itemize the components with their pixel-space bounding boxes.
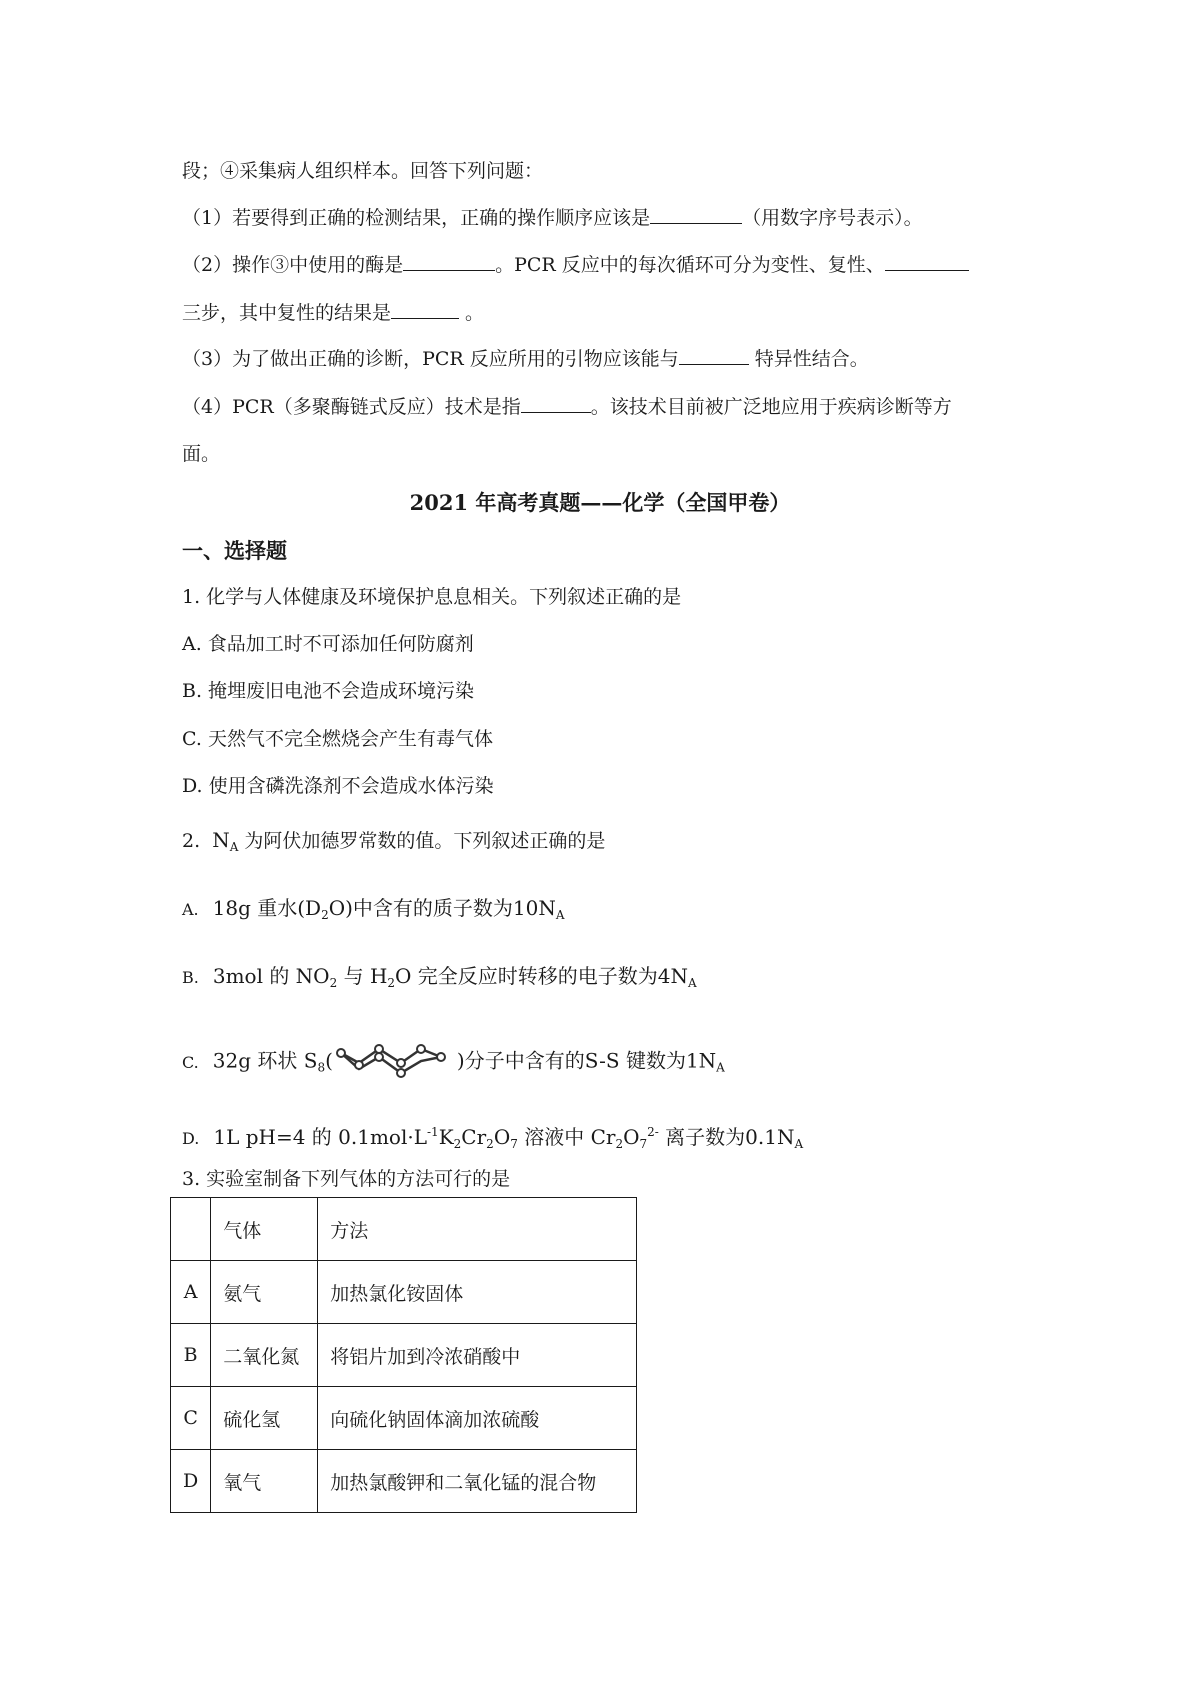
question-text: 。 <box>465 302 485 324</box>
table-cell: C <box>171 1387 211 1450</box>
option-text: O)中含有的质子数为10N <box>328 896 556 920</box>
option-text: 18g 重水(D <box>212 896 322 920</box>
table-cell: 加热氯化铵固体 <box>318 1261 637 1324</box>
option-text: ( <box>325 1048 333 1073</box>
formula-subscript: A <box>794 1137 804 1151</box>
question-text: 。PCR 反应中的每次循环可分为变性、复性、 <box>495 254 885 276</box>
question-text: （4）PCR（多聚酶链式反应）技术是指 <box>182 396 521 418</box>
formula-superscript: 2- <box>647 1125 659 1139</box>
option-text: )分子中含有的S-S 键数为1N <box>456 1048 717 1073</box>
formula-subscript: A <box>229 840 239 854</box>
question-text: （2）操作③中使用的酶是 <box>182 254 404 276</box>
exam-title: 2021 年高考真题——化学（全国甲卷） <box>409 490 791 515</box>
option-label: B. <box>182 968 199 987</box>
answer-blank <box>521 392 591 413</box>
question-text: （1）若要得到正确的检测结果，正确的操作顺序应该是 <box>182 207 651 229</box>
option-b: B. 掩埋废旧电池不会造成环境污染 <box>182 680 475 702</box>
table-row <box>171 1261 637 1324</box>
s8-ring-structure-icon <box>335 1039 455 1085</box>
formula-subscript: 2 <box>453 1137 462 1151</box>
question-number: 2. <box>182 830 201 852</box>
option-a <box>182 894 565 929</box>
question-stem: 3. 实验室制备下列气体的方法可行的是 <box>182 1168 511 1190</box>
section-heading: 一、选择题 <box>182 538 287 563</box>
table-cell: 二氧化氮 <box>211 1324 318 1387</box>
answer-blank <box>885 250 969 271</box>
option-text: 与 H <box>337 964 388 988</box>
table-cell: D <box>171 1450 211 1513</box>
question-4-line-2: 面。 <box>182 443 221 465</box>
question-text: 。该技术目前被广泛地应用于疾病诊断等方 <box>590 396 952 418</box>
option-label: D. <box>182 1129 200 1148</box>
table-header-row <box>171 1198 637 1261</box>
option-d <box>182 1118 803 1158</box>
table-cell: 向硫化钠固体滴加浓硫酸 <box>318 1387 637 1450</box>
question-2-line-2 <box>182 298 484 327</box>
table-row <box>171 1450 637 1513</box>
formula-subscript: 7 <box>639 1137 648 1151</box>
formula-na <box>212 828 238 852</box>
table-cell: 硫化氢 <box>211 1387 318 1450</box>
formula-subscript: 2 <box>321 908 329 922</box>
table-cell: B <box>171 1324 211 1387</box>
option-c <box>182 1039 725 1085</box>
question-3-line <box>182 344 869 373</box>
option-label: C. <box>182 1052 199 1072</box>
formula-subscript: 8 <box>317 1060 326 1075</box>
table-cell: 氨气 <box>211 1261 318 1324</box>
table-row <box>171 1324 637 1387</box>
question-2-line <box>182 250 969 279</box>
option-text: 溶液中 Cr <box>517 1125 616 1149</box>
option-text: 离子数为0.1N <box>658 1125 795 1149</box>
option-text: 1L pH=4 的 0.1mol·L <box>213 1125 427 1149</box>
question-stem <box>182 826 605 861</box>
table-cell: 将铝片加到冷浓硝酸中 <box>318 1324 637 1387</box>
table-cell: 氧气 <box>211 1450 318 1513</box>
option-text: Cr <box>461 1125 487 1149</box>
question-stem: 1. 化学与人体健康及环境保护息息相关。下列叙述正确的是 <box>182 586 682 608</box>
answer-blank <box>391 298 459 319</box>
question-text: 为阿伏加德罗常数的值。下列叙述正确的是 <box>244 830 606 852</box>
question-text: （3）为了做出正确的诊断，PCR 反应所用的引物应该能与 <box>182 348 679 370</box>
formula-superscript: -1 <box>427 1125 439 1139</box>
formula-subscript: 2 <box>329 976 338 990</box>
formula-subscript: 2 <box>486 1137 494 1151</box>
option-text: O 完全反应时转移的电子数为4N <box>395 964 689 988</box>
table-header-cell: 气体 <box>211 1198 318 1261</box>
table-cell: 加热氯酸钾和二氧化锰的混合物 <box>318 1450 637 1513</box>
table-row <box>171 1387 637 1450</box>
question-1-line <box>182 203 923 232</box>
option-text: O <box>493 1125 511 1149</box>
table-header-cell <box>171 1198 211 1261</box>
option-text: 3mol 的 NO <box>212 964 330 988</box>
intro-line: 段；④采集病人组织样本。回答下列问题： <box>182 160 544 182</box>
formula-subscript: 2 <box>615 1137 624 1151</box>
option-b <box>182 962 697 997</box>
gas-preparation-table <box>170 1197 637 1513</box>
option-d: D. 使用含磷洗涤剂不会造成水体污染 <box>182 775 494 797</box>
formula-subscript: A <box>688 976 697 990</box>
option-text: O <box>623 1125 640 1149</box>
formula-subscript: A <box>716 1060 725 1075</box>
formula-subscript: 2 <box>387 976 396 990</box>
option-a: A. 食品加工时不可添加任何防腐剂 <box>182 633 474 655</box>
formula-text: N <box>212 828 230 852</box>
option-text: 32g 环状 S <box>212 1048 318 1073</box>
option-c: C. 天然气不完全燃烧会产生有毒气体 <box>182 728 493 750</box>
answer-blank <box>650 203 742 224</box>
formula-subscript: 7 <box>510 1137 518 1151</box>
answer-blank <box>403 250 495 271</box>
question-text: 三步，其中复性的结果是 <box>182 302 392 324</box>
question-4-line <box>182 392 952 421</box>
formula-subscript: A <box>555 908 565 922</box>
option-text: K <box>438 1125 454 1149</box>
table-header-cell: 方法 <box>318 1198 637 1261</box>
option-label: A. <box>182 900 199 919</box>
question-text: （用数字序号表示）。 <box>742 207 923 229</box>
answer-blank <box>679 344 749 365</box>
table-cell: A <box>171 1261 211 1324</box>
question-text: 特异性结合。 <box>754 348 869 370</box>
